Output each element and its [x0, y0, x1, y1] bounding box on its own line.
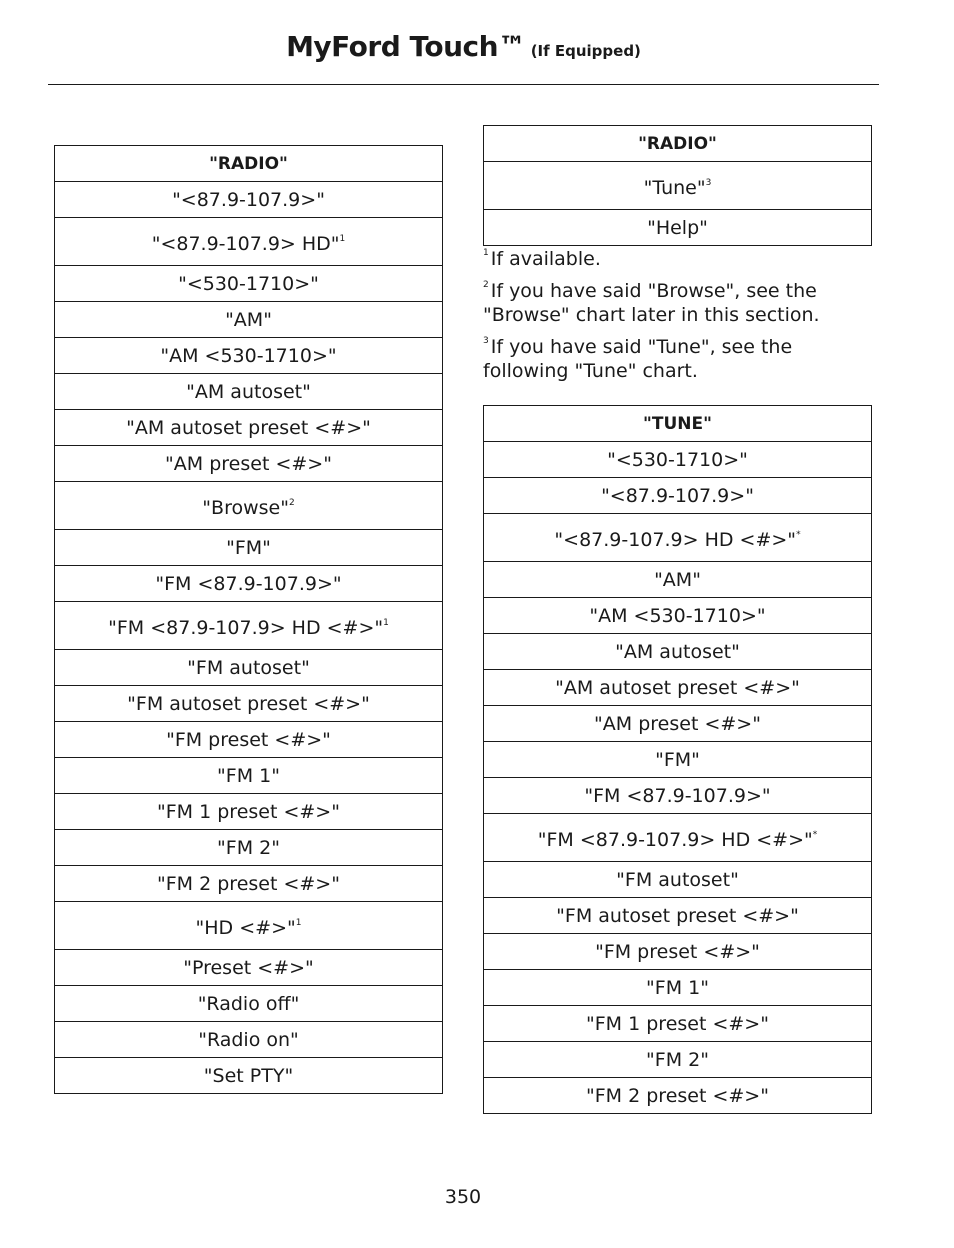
- command-text: "Set PTY": [203, 1064, 294, 1087]
- command-text: "FM autoset": [616, 868, 739, 891]
- table-row: [484, 598, 872, 634]
- command-text: "FM 2 preset <#>": [157, 872, 340, 895]
- command-cell: [55, 1058, 443, 1094]
- command-text: "FM <87.9-107.9>": [155, 572, 342, 595]
- table-row: [55, 986, 443, 1022]
- command-cell: [55, 566, 443, 602]
- table-row: [55, 722, 443, 758]
- command-cell: [55, 446, 443, 482]
- table-row: [55, 182, 443, 218]
- command-cell: [55, 830, 443, 866]
- page-subtitle: (If Equipped): [530, 42, 641, 60]
- footnote-text: If you have said "Tune", see the following "Tune" chart.: [483, 336, 793, 382]
- command-text: "FM 2 preset <#>": [586, 1084, 769, 1107]
- command-cell: [484, 706, 872, 742]
- table-heading: "RADIO": [484, 126, 872, 162]
- footnote-reference: *: [812, 829, 818, 840]
- table-row: [55, 266, 443, 302]
- command-cell: [55, 650, 443, 686]
- command-text: "AM autoset preset <#>": [555, 676, 800, 699]
- command-cell: [484, 1006, 872, 1042]
- command-cell: [55, 986, 443, 1022]
- tune-commands-table: [483, 405, 872, 1114]
- command-text: "FM preset <#>": [166, 728, 331, 751]
- command-cell: [55, 218, 443, 266]
- table-row: [484, 514, 872, 562]
- table-row: [484, 162, 872, 210]
- footnote-mark: 1: [483, 248, 489, 258]
- table-row: [55, 566, 443, 602]
- command-text: "AM": [654, 568, 701, 591]
- table-row: [484, 970, 872, 1006]
- command-cell: [55, 686, 443, 722]
- command-text: "<87.9-107.9>": [601, 484, 754, 507]
- command-text: "Radio on": [198, 1028, 299, 1051]
- command-text: "Tune": [643, 176, 706, 199]
- table-row: [55, 530, 443, 566]
- table-row: [484, 742, 872, 778]
- command-cell: [484, 478, 872, 514]
- footnote-reference: 1: [339, 233, 346, 244]
- command-cell: [55, 758, 443, 794]
- command-cell: [55, 794, 443, 830]
- command-cell: [484, 670, 872, 706]
- command-cell: [55, 374, 443, 410]
- command-text: "AM autoset preset <#>": [126, 416, 371, 439]
- command-cell: [55, 602, 443, 650]
- footnote-reference: 1: [295, 917, 302, 928]
- table-row: [484, 562, 872, 598]
- command-text: "FM 1": [217, 764, 280, 787]
- footnotes: [483, 247, 883, 391]
- command-cell: [484, 862, 872, 898]
- command-cell: [55, 866, 443, 902]
- command-cell: [484, 814, 872, 862]
- table-row: [55, 1022, 443, 1058]
- page-header: [48, 30, 879, 63]
- table-row: [484, 1042, 872, 1078]
- table-row: [484, 706, 872, 742]
- command-text: "AM <530-1710>": [589, 604, 766, 627]
- command-text: "FM": [655, 748, 700, 771]
- command-text: "AM autoset": [186, 380, 311, 403]
- table-heading: "TUNE": [484, 406, 872, 442]
- command-text: "FM": [226, 536, 271, 559]
- footnote: [483, 247, 883, 271]
- command-text: "AM preset <#>": [165, 452, 332, 475]
- table-row: [55, 902, 443, 950]
- command-text: "AM <530-1710>": [160, 344, 337, 367]
- footnote: [483, 335, 883, 383]
- command-text: "<87.9-107.9> HD": [151, 232, 340, 255]
- table-row: [484, 442, 872, 478]
- command-cell: [55, 266, 443, 302]
- table-row: [55, 482, 443, 530]
- table-row: [484, 1006, 872, 1042]
- table-row: [55, 302, 443, 338]
- table-row: [55, 794, 443, 830]
- command-text: "FM <87.9-107.9> HD <#>": [537, 828, 813, 851]
- command-cell: [55, 950, 443, 986]
- table-row: [55, 866, 443, 902]
- table-row: [484, 478, 872, 514]
- command-cell: [484, 778, 872, 814]
- footnote-mark: 2: [483, 280, 489, 290]
- command-text: "<530-1710>": [178, 272, 319, 295]
- command-cell: [55, 1022, 443, 1058]
- command-text: "<530-1710>": [607, 448, 748, 471]
- command-cell: [484, 210, 872, 246]
- table-row: [55, 830, 443, 866]
- command-text: "FM 2": [646, 1048, 709, 1071]
- page-number: 350: [444, 1186, 482, 1208]
- table-row: [484, 814, 872, 862]
- table-row: [55, 218, 443, 266]
- footnote-reference: 2: [288, 497, 295, 508]
- command-cell: [484, 898, 872, 934]
- command-cell: [484, 970, 872, 1006]
- command-text: "FM 1 preset <#>": [157, 800, 340, 823]
- table-row: [55, 686, 443, 722]
- table-heading: "RADIO": [55, 146, 443, 182]
- command-cell: [55, 722, 443, 758]
- table-row: [484, 210, 872, 246]
- table-row: [55, 602, 443, 650]
- command-cell: [484, 514, 872, 562]
- command-text: "AM": [225, 308, 272, 331]
- command-text: "Help": [647, 216, 708, 239]
- footnote-reference: 1: [383, 617, 389, 628]
- command-cell: [484, 934, 872, 970]
- command-text: "HD <#>": [195, 916, 296, 939]
- table-row: [484, 934, 872, 970]
- table-row: [484, 670, 872, 706]
- command-text: "Browse": [202, 496, 289, 519]
- command-cell: [484, 1042, 872, 1078]
- header-divider: [48, 84, 879, 85]
- footnote-reference: *: [796, 529, 801, 540]
- footnote-text: If you have said "Browse", see the "Browse" chart later in this section.: [483, 280, 820, 326]
- command-cell: [55, 302, 443, 338]
- radio-commands-continued-table: [483, 125, 872, 246]
- command-text: "FM 1": [646, 976, 709, 999]
- command-cell: [55, 338, 443, 374]
- footnote-mark: 3: [483, 336, 489, 346]
- command-cell: [55, 902, 443, 950]
- command-cell: [484, 442, 872, 478]
- table-row: [55, 950, 443, 986]
- command-text: "AM autoset": [615, 640, 740, 663]
- table-row: [484, 634, 872, 670]
- command-text: "<87.9-107.9> HD <#>": [554, 528, 797, 551]
- table-row: [55, 1058, 443, 1094]
- table-row: [55, 758, 443, 794]
- page-title: MyFord Touch™: [286, 30, 526, 63]
- command-cell: [484, 634, 872, 670]
- command-cell: [55, 410, 443, 446]
- command-cell: [55, 482, 443, 530]
- command-text: "<87.9-107.9>": [172, 188, 325, 211]
- footnote: [483, 279, 883, 327]
- command-text: "FM <87.9-107.9>": [584, 784, 771, 807]
- footnote-text: If available.: [490, 248, 601, 270]
- command-cell: [55, 182, 443, 218]
- table-row: [55, 410, 443, 446]
- command-cell: [55, 530, 443, 566]
- command-text: "FM autoset": [187, 656, 310, 679]
- command-cell: [484, 598, 872, 634]
- command-text: "Preset <#>": [183, 956, 314, 979]
- table-row: [484, 1078, 872, 1114]
- command-cell: [484, 1078, 872, 1114]
- table-row: [55, 338, 443, 374]
- command-text: "FM autoset preset <#>": [127, 692, 370, 715]
- table-row: [484, 862, 872, 898]
- command-text: "FM 1 preset <#>": [586, 1012, 769, 1035]
- radio-commands-table: [54, 145, 443, 1094]
- table-row: [484, 898, 872, 934]
- command-text: "AM preset <#>": [594, 712, 761, 735]
- command-text: "FM <87.9-107.9> HD <#>": [108, 616, 384, 639]
- command-text: "FM preset <#>": [595, 940, 760, 963]
- command-text: "FM autoset preset <#>": [556, 904, 799, 927]
- command-text: "FM 2": [217, 836, 280, 859]
- table-row: [55, 374, 443, 410]
- command-cell: [484, 742, 872, 778]
- table-row: [55, 446, 443, 482]
- table-row: [55, 650, 443, 686]
- footnote-reference: 3: [705, 177, 712, 188]
- command-text: "Radio off": [197, 992, 300, 1015]
- table-row: [484, 778, 872, 814]
- command-cell: [484, 162, 872, 210]
- command-cell: [484, 562, 872, 598]
